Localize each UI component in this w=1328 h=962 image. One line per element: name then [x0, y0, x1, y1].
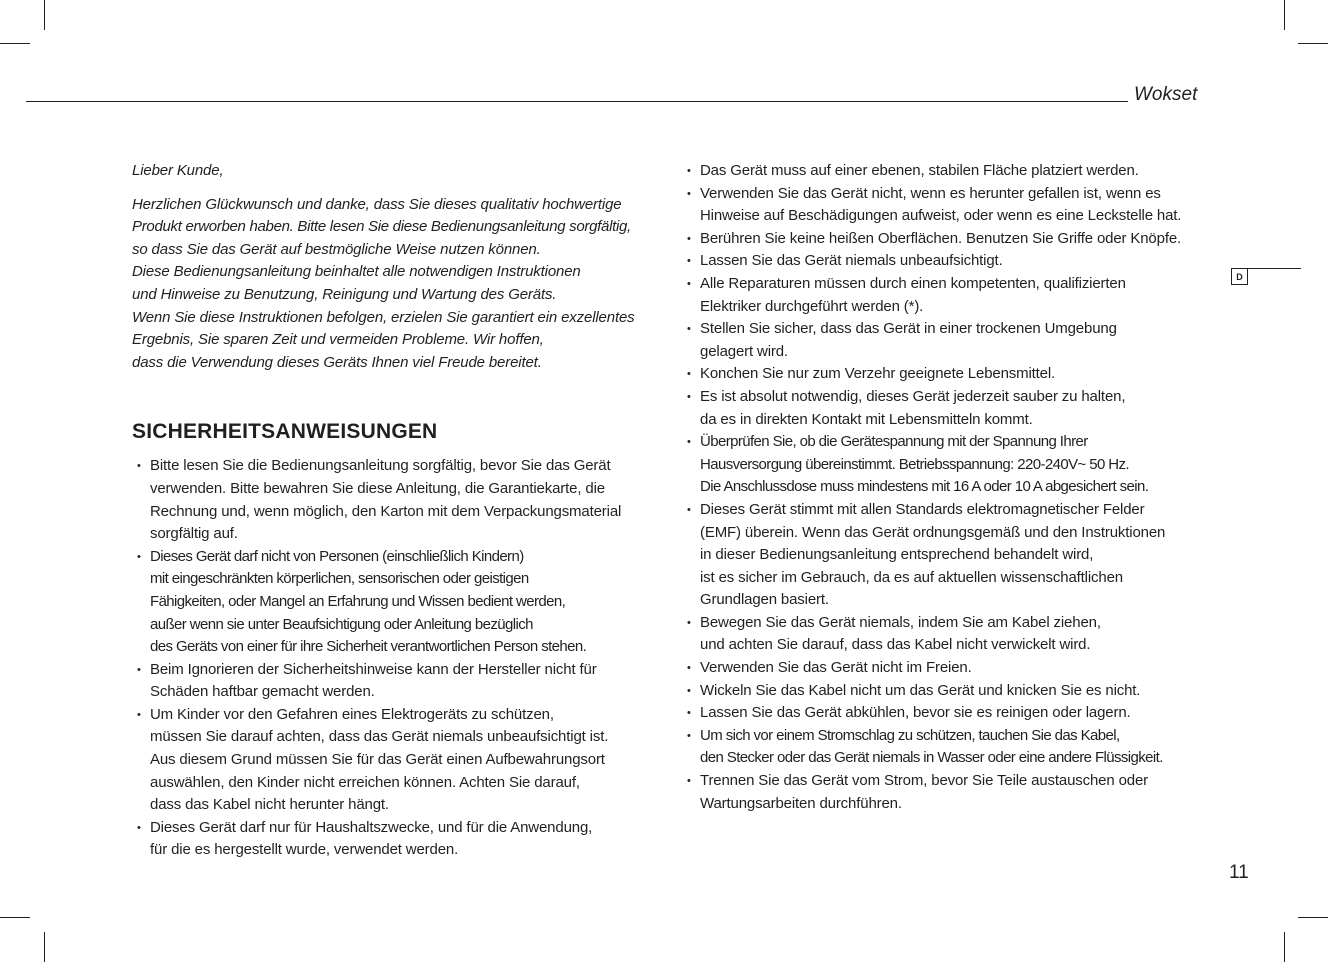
list-item: • Stellen Sie sicher, dass das Gerät in einer trockenen Umgebung gelagert wird. [683, 318, 1203, 363]
list-item: • Um sich vor einem Stromschlag zu schützen, tauchen Sie das Kabel, den Stecker oder das Gerät niemals in Wasser oder eine andere Flüssigkeit. [683, 725, 1203, 770]
intro-line: so dass Sie das Gerät auf bestmögliche Weise nutzen können. [132, 240, 541, 258]
intro-line: Ergebnis, Sie sparen Zeit und vermeiden Probleme. Wir hoffen, [132, 331, 544, 349]
intro-line: und Hinweise zu Benutzung, Reinigung und Wartung des Geräts. [132, 285, 557, 303]
section-title: SICHERHEITSANWEISUNGEN [132, 420, 438, 444]
list-item: • Konchen Sie nur zum Verzehr geeignete Lebensmittel. [683, 363, 1203, 386]
crop-mark [1284, 932, 1285, 962]
list-item: • Beim Ignorieren der Sicherheitshinweise kann der Hersteller nicht für Schäden haftbar gemacht werden. [133, 659, 652, 704]
intro-line: Herzlichen Glückwunsch und danke, dass Sie dieses qualitativ hochwertige [132, 195, 622, 213]
header-title: Wokset [1134, 84, 1198, 105]
header-rule [26, 101, 1128, 102]
list-item: • Dieses Gerät darf nur für Haushaltszwecke, und für die Anwendung, für die es hergestellt wurde, verwendet werden. [133, 817, 652, 862]
intro-line: Produkt erworben haben. Bitte lesen Sie diese Bedienungsanleitung sorgfältig, [132, 218, 631, 236]
intro-line: Wenn Sie diese Instruktionen befolgen, erzielen Sie garantiert ein exzellentes [132, 308, 635, 326]
crop-mark [44, 0, 45, 30]
left-column [132, 160, 652, 862]
crop-mark [1298, 43, 1328, 44]
list-item: • Berühren Sie keine heißen Oberflächen. Benutzen Sie Griffe oder Knöpfe. [683, 228, 1203, 251]
crop-mark [0, 917, 30, 918]
list-item: • Überprüfen Sie, ob die Gerätespannung mit der Spannung Ihrer Hausversorgung übereinstimmt. Betriebsspannung: 220-240V~ 50 Hz. Die Anschlussdose muss mindestens mit 16 A oder 10 A abgesichert sein. [683, 431, 1203, 499]
page-number: 11 [1229, 862, 1249, 883]
list-item: • Wickeln Sie das Kabel nicht um das Gerät und knicken Sie es nicht. [683, 680, 1203, 703]
list-item: • Lassen Sie das Gerät abkühlen, bevor sie es reinigen oder lagern. [683, 702, 1203, 725]
list-item: • Lassen Sie das Gerät niemals unbeaufsichtigt. [683, 250, 1203, 273]
right-column [683, 160, 1203, 815]
safety-list-left [133, 455, 652, 862]
list-item: • Dieses Gerät darf nicht von Personen (einschließlich Kindern) mit eingeschränkten körperlichen, sensorischen oder geistigen Fähigkeiten, oder Mangel an Erfahrung und Wissen bedient werden, außer wenn sie unter Beaufsichtigung oder Anleitung bezüglich des Geräts von einer für ihre Sicherheit verantwortlichen Person stehen. [133, 546, 652, 659]
intro-line: dass die Verwendung dieses Geräts Ihnen viel Freude bereitet. [132, 353, 542, 371]
list-item: • Verwenden Sie das Gerät nicht, wenn es herunter gefallen ist, wenn es Hinweise auf Beschädigungen aufweist, oder wenn es eine Leckstelle hat. [683, 183, 1203, 228]
crop-mark [0, 43, 30, 44]
language-tab [1231, 268, 1301, 286]
list-item: • Dieses Gerät stimmt mit allen Standards elektromagnetischer Felder (EMF) überein. Wenn das Gerät ordnungsgemäß und den Instruktionen in dieser Bedienungsanleitung entsprechend behandelt wird, ist es sicher im Gebrauch, da es auf aktuellen wissenschaftlichen Grundlagen basiert. [683, 499, 1203, 612]
language-tab-label: D [1231, 268, 1248, 285]
list-item: • Das Gerät muss auf einer ebenen, stabilen Fläche platziert werden. [683, 160, 1203, 183]
safety-list-right [683, 160, 1203, 815]
intro-line: Diese Bedienungsanleitung beinhaltet alle notwendigen Instruktionen [132, 263, 581, 281]
intro-block [132, 160, 652, 374]
crop-mark [1284, 0, 1285, 30]
crop-mark [44, 932, 45, 962]
list-item: • Verwenden Sie das Gerät nicht im Freien. [683, 657, 1203, 680]
list-item: • Alle Reparaturen müssen durch einen kompetenten, qualifizierten Elektriker durchgeführt werden (*). [683, 273, 1203, 318]
intro-greeting: Lieber Kunde, [132, 162, 224, 179]
list-item: • Es ist absolut notwendig, dieses Gerät jederzeit sauber zu halten, da es in direkten Kontakt mit Lebensmitteln kommt. [683, 386, 1203, 431]
list-item: • Bewegen Sie das Gerät niemals, indem Sie am Kabel ziehen, und achten Sie darauf, dass das Kabel nicht verwickelt wird. [683, 612, 1203, 657]
list-item: • Bitte lesen Sie die Bedienungsanleitung sorgfältig, bevor Sie das Gerät verwenden. Bitte bewahren Sie diese Anleitung, die Garantiekarte, die Rechnung und, wenn möglich, den Karton mit dem Verpackungsmaterial sorgfältig auf. [133, 455, 652, 545]
list-item: • Um Kinder vor den Gefahren eines Elektrogeräts zu schützen, müssen Sie darauf achten, dass das Gerät niemals unbeaufsichtigt ist. Aus diesem Grund müssen Sie für das Gerät einen Aufbewahrungsort auswählen, den Kinder nicht erreichen können. Achten Sie darauf, dass das Kabel nicht herunter hängt. [133, 704, 652, 817]
list-item: • Trennen Sie das Gerät vom Strom, bevor Sie Teile austauschen oder Wartungsarbeiten durchführen. [683, 770, 1203, 815]
crop-mark [1298, 917, 1328, 918]
